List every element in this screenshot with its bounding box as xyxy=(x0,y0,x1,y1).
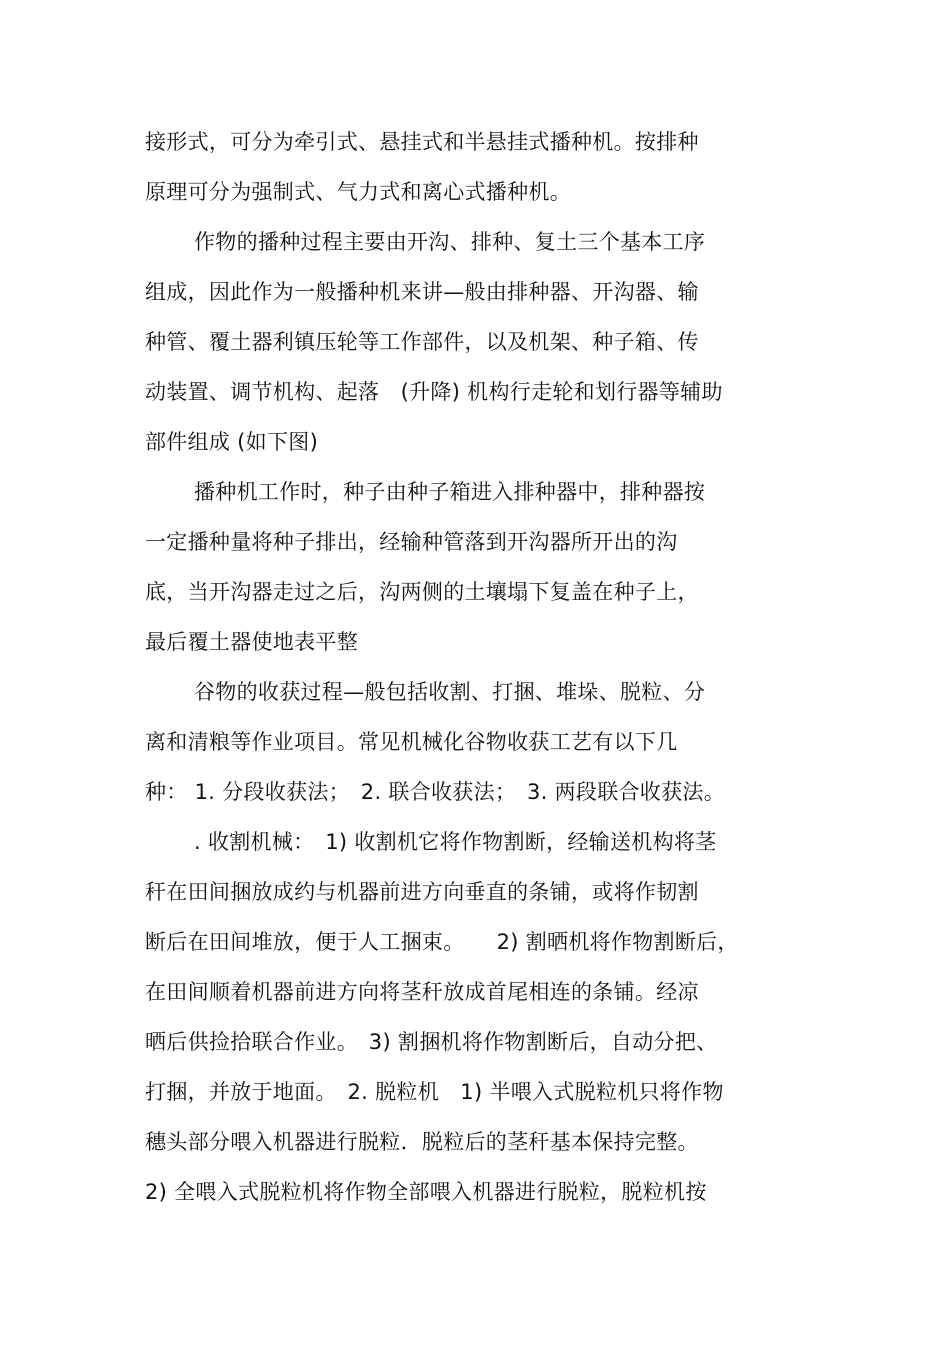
text-line: 秆在田间捆放成约与机器前进方向垂直的条铺，或将作韧割 xyxy=(145,880,699,904)
text-line: 2) 全喂入式脱粒机将作物全部喂入机器进行脱粒，脱粒机按 xyxy=(145,1180,707,1204)
text-line: . 收割机械： 1) 收割机它将作物割断，经输送机构将茎 xyxy=(194,830,717,854)
text-line: 晒后供捡拾联合作业。 3) 割捆机将作物割断后，自动分把、 xyxy=(145,1030,718,1054)
text-line: 穗头部分喂入机器进行脱粒．脱粒后的茎秆基本保持完整。 xyxy=(145,1130,699,1154)
text-line: 离和清粮等作业项目。常见机械化谷物收获工艺有以下几 xyxy=(145,730,678,754)
text-line: 种： 1. 分段收获法； 2. 联合收获法； 3. 两段联合收获法。 xyxy=(145,780,726,804)
text-line: 最后覆土器使地表平整 xyxy=(145,630,358,654)
text-line: 作物的播种过程主要由开沟、排种、复土三个基本工序 xyxy=(194,230,706,254)
text-line: 打捆，并放于地面。 2. 脱粒机 1) 半喂入式脱粒机只将作物 xyxy=(145,1080,724,1104)
text-line: 原理可分为强制式、气力式和离心式播种机。 xyxy=(145,180,571,204)
text-line: 谷物的收获过程—般包括收割、打捆、堆垛、脱粒、分 xyxy=(194,680,706,704)
text-line: 断后在田间堆放，便于人工捆束。 2) 割晒机将作物割断后， xyxy=(145,930,739,954)
text-line: 一定播种量将种子排出，经输种管落到开沟器所开出的沟 xyxy=(145,530,678,554)
text-line: 种管、覆土器利镇压轮等工作部件，以及机架、种子箱、传 xyxy=(145,330,699,354)
text-line: 播种机工作时，种子由种子箱进入排种器中，排种器按 xyxy=(194,480,706,504)
text-line: 在田间顺着机器前进方向将茎秆放成首尾相连的条铺。经凉 xyxy=(145,980,699,1004)
text-line: 组成，因此作为一般播种机来讲—般由排种器、开沟器、输 xyxy=(145,280,699,304)
text-line: 底，当开沟器走过之后，沟两侧的土壤塌下复盖在种子上， xyxy=(145,580,699,604)
text-line: 部件组成 (如下图) xyxy=(145,430,319,454)
text-line: 接形式，可分为牵引式、悬挂式和半悬挂式播种机。按排种 xyxy=(145,130,699,154)
text-line: 动装置、调节机构、起落 (升降) 机构行走轮和划行器等辅助 xyxy=(145,380,723,404)
